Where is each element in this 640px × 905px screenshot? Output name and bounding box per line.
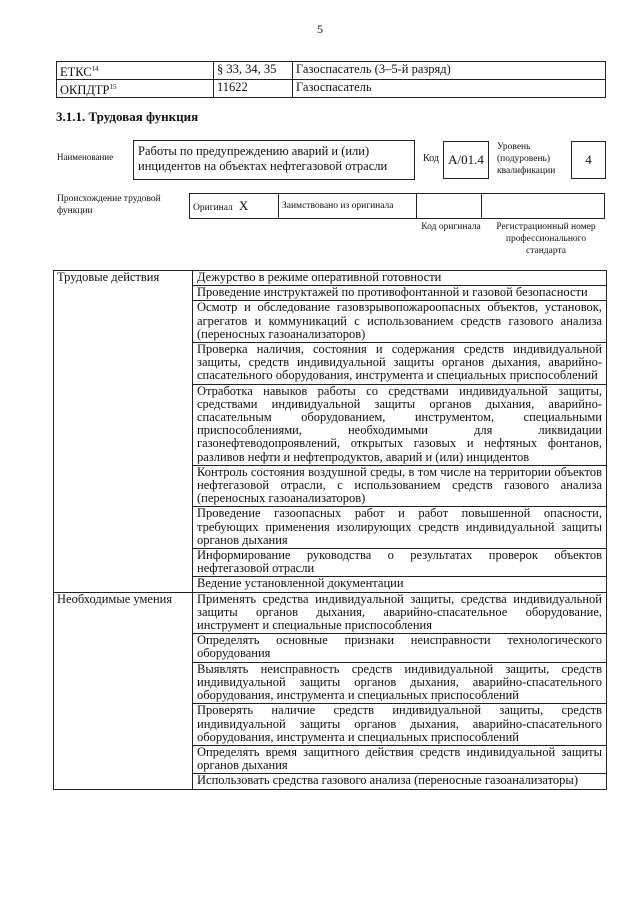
list-item: Выявлять неисправность средств индивидуальной защиты, средств индивидуальной защиты органов дыхания, аварийно-спасательного оборудования, инструмента и специальных приспособлений <box>193 662 607 704</box>
code-title: Газоспасатель <box>293 80 606 98</box>
list-item: Определять основные признаки неисправности технологического оборудования <box>193 634 607 662</box>
codes-table <box>56 61 606 98</box>
function-details-table <box>53 270 607 790</box>
list-item: Осмотр и обследование газовзрывопожароопасных объектов, установок, агрегатов и коммуникаций с использованием средств газового анализа (переносных газоанализаторов) <box>193 301 607 343</box>
section-title: 3.1.1. Трудовая функция <box>56 109 199 124</box>
code-name-cell <box>57 80 214 98</box>
list-item: Контроль состояния воздушной среды, в том числе на территории объектов нефтегазовой отрасли, с использованием средств газового анализа (переносных газоанализаторов) <box>193 465 607 507</box>
list-item: Ведение установленной документации <box>193 577 607 592</box>
reg-number-cell <box>482 194 605 219</box>
list-item: Проведение газоопасных работ и работ повышенной опасности, требующих применения изолирующих средств индивидуальной защиты органов дыхания <box>193 507 607 549</box>
labor-actions-section <box>54 271 607 593</box>
skills-section <box>54 592 607 789</box>
reg-number-caption: Регистрационный номер профессионального стандарта <box>496 222 596 256</box>
footnote-ref: 14 <box>91 65 99 73</box>
list-item: Информирование руководства о результатах проверок объектов нефтегазовой отрасли <box>193 549 607 577</box>
function-name: Работы по предупреждению аварий и (или) инцидентов на объектах нефтегазовой отрасли <box>133 140 415 180</box>
group-heading: Необходимые умения <box>54 592 193 789</box>
page-number: 5 <box>317 22 323 36</box>
list-item: Проведение инструктажей по противофонтанной и газовой безопасности <box>193 286 607 301</box>
list-item: Использовать средства газового анализа (переносные газоанализаторы) <box>193 774 607 789</box>
original-code-caption: Код оригинала <box>421 222 481 232</box>
list-item: Применять средства индивидуальной защиты, средства индивидуальной защиты органов дыхания, аварийно-спасательное оборудование, инструмент и специальные приспособления <box>193 592 607 634</box>
table-row <box>57 80 606 98</box>
original-label: Оригинал <box>193 203 233 213</box>
original-cell <box>190 194 279 219</box>
code-title: Газоспасатель (3–5-й разряд) <box>293 62 606 80</box>
original-code-cell <box>417 194 482 219</box>
origin-table <box>189 193 605 219</box>
table-row <box>57 62 606 80</box>
original-mark: X <box>238 198 249 213</box>
borrowed-label: Заимствовано из оригинала <box>279 194 417 219</box>
group-heading: Трудовые действия <box>54 271 193 593</box>
table-row <box>54 271 607 286</box>
footnote-ref: 15 <box>109 83 117 92</box>
list-item: Отработка навыков работы со средствами индивидуальной защиты, средствами индивидуальной защиты органов дыхания, аварийно-спасательным оборудованием, инструментом, специальными приспособлениями, необходимыми для ликвидации газонефтеводопроявлений, открытых газовых и нефтяных фонтанов, разливов нефти и нефтепродуктов, аварий и (или) инцидентов <box>193 384 607 465</box>
level-label: Уровень (подуровень) квалификации <box>497 142 556 176</box>
origin-label: Происхождение трудовой функции <box>57 194 161 216</box>
qualification-level: 4 <box>571 141 606 179</box>
code-label: Код <box>423 153 439 164</box>
list-item: Проверка наличия, состояния и содержания средств индивидуальной защиты, средств индивидуальной защиты органов дыхания, аварийно-спасательного оборудования, инструмента и специальных приспособлений <box>193 343 607 385</box>
function-code: А/01.4 <box>443 141 489 179</box>
list-item: Дежурство в режиме оперативной готовности <box>193 271 607 286</box>
name-label: Наименование <box>57 152 114 162</box>
table-row <box>190 194 605 219</box>
code-name: ЕТКС <box>60 65 92 80</box>
list-item: Определять время защитного действия средств индивидуальной защиты органов дыхания <box>193 745 607 773</box>
table-row <box>54 592 607 634</box>
code-name-cell <box>57 62 214 80</box>
list-item: Проверять наличие средств индивидуальной защиты, средств индивидуальной защиты органов дыхания, аварийно-спасательного оборудования, инструмента и специальных приспособлений <box>193 704 607 746</box>
code-name: ОКПДТР <box>60 83 110 98</box>
code-ref: 11622 <box>214 80 293 98</box>
code-ref: § 33, 34, 35 <box>214 62 293 80</box>
